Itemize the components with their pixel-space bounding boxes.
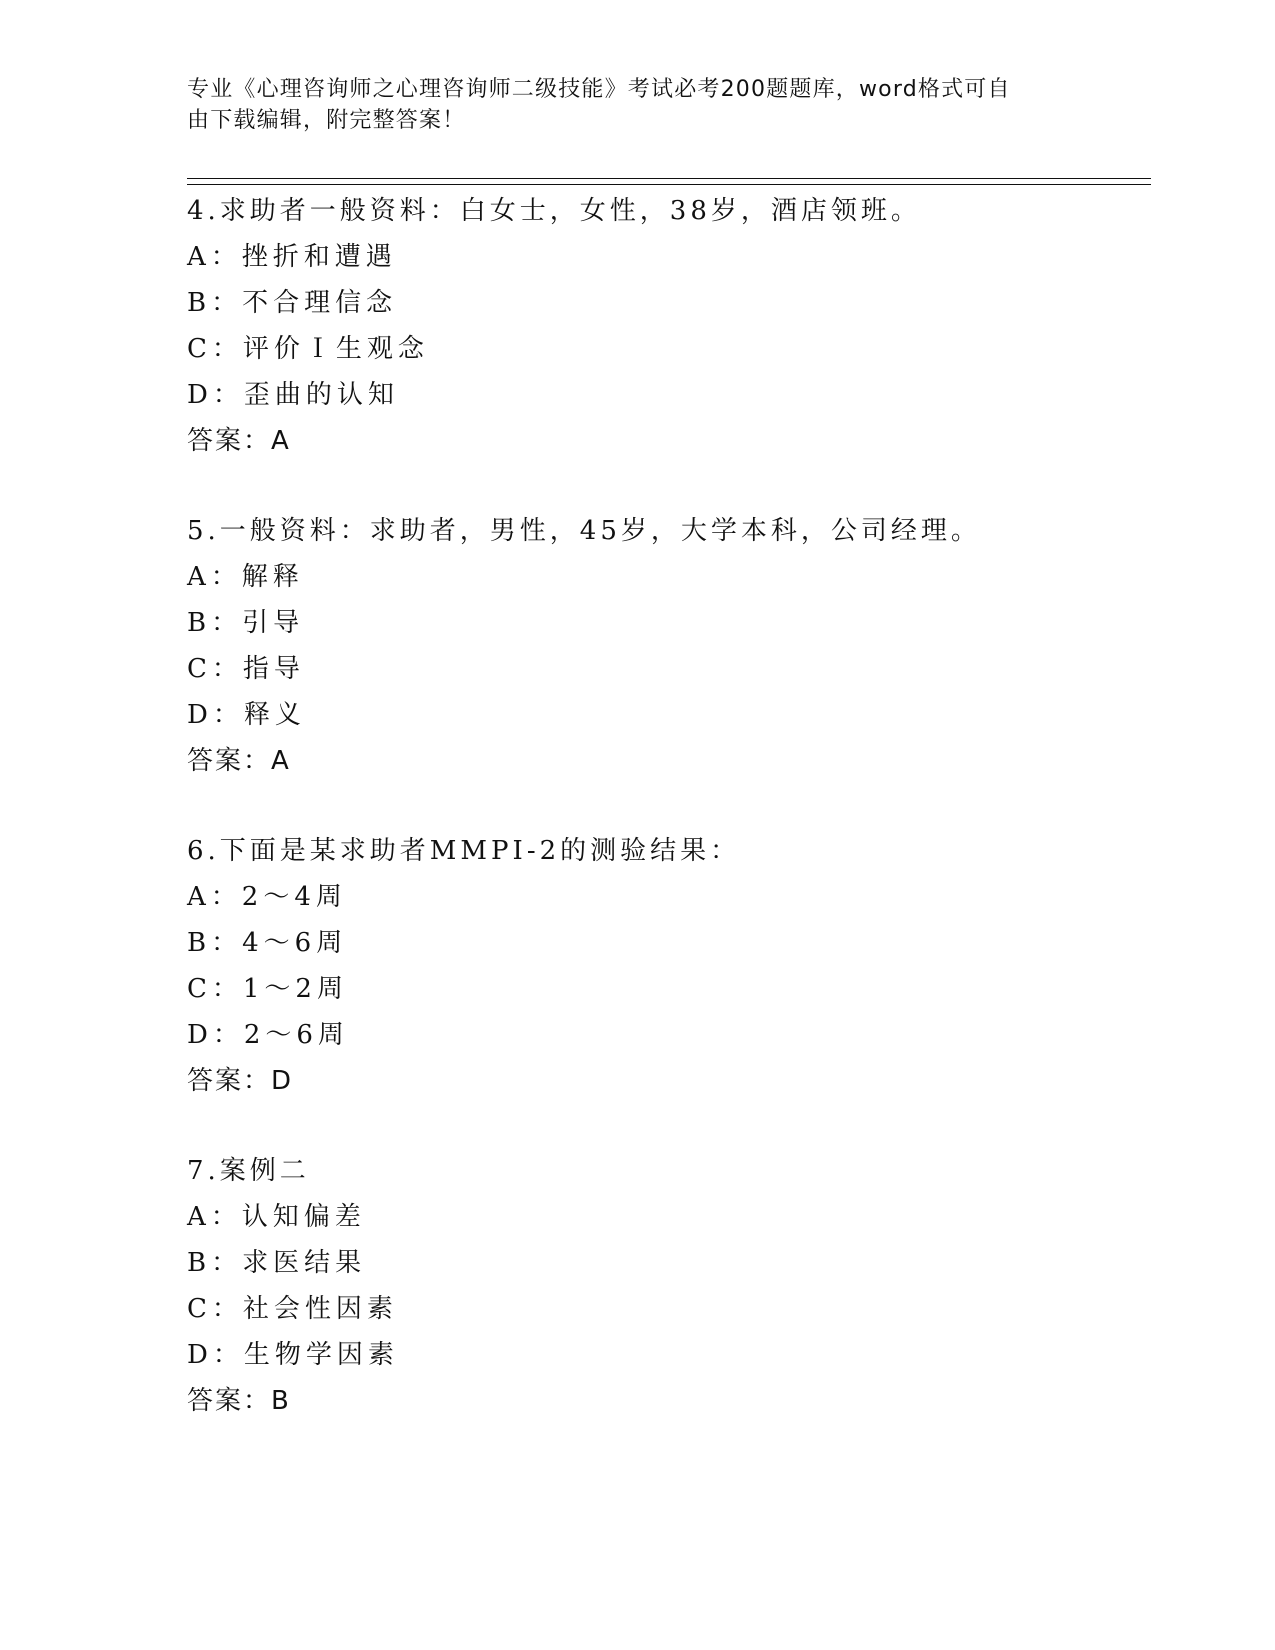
question-item — [187, 828, 1147, 1148]
question-item — [187, 508, 1147, 828]
question-item — [187, 188, 1147, 508]
option-b: B：4～6周 — [187, 928, 348, 958]
option-c: C：社会性因素 — [187, 1294, 398, 1324]
question-list — [187, 188, 1147, 1468]
option-d: D：生物学因素 — [187, 1340, 399, 1370]
question-stem: 5.一般资料：求助者，男性，45岁，大学本科，公司经理。 — [187, 516, 981, 546]
question-item — [187, 1148, 1147, 1468]
option-c: C：评价Ｉ生观念 — [187, 334, 429, 364]
answer-text: 答案：A — [187, 746, 291, 776]
question-stem: 6.下面是某求助者MMPI-2的测验结果： — [187, 836, 741, 866]
option-d: D：2～6周 — [187, 1020, 349, 1050]
answer-text: 答案：A — [187, 426, 291, 456]
answer-text: 答案：B — [187, 1386, 291, 1416]
option-a: A：解释 — [187, 562, 304, 592]
option-b: B：求医结果 — [187, 1248, 367, 1278]
option-d: D：歪曲的认知 — [187, 380, 399, 410]
option-a: A：挫折和遭遇 — [187, 242, 397, 272]
question-stem: 7.案例二 — [187, 1156, 310, 1186]
question-stem: 4.求助者一般资料：白女士，女性，38岁，酒店领班。 — [187, 196, 921, 226]
option-a: A：2～4周 — [187, 882, 347, 912]
header-line-1: 专业《心理咨询师之心理咨询师二级技能》考试必考200题题库，word格式可自 — [187, 77, 1011, 102]
option-d: D：释义 — [187, 700, 306, 730]
option-b: B：不合理信念 — [187, 288, 398, 318]
header-divider-top — [187, 178, 1151, 179]
option-c: C：指导 — [187, 654, 305, 684]
option-a: A：认知偏差 — [187, 1202, 366, 1232]
document-header — [187, 74, 1087, 136]
header-line-2: 由下载编辑，附完整答案！ — [187, 108, 466, 133]
header-divider-bottom — [187, 184, 1151, 185]
option-c: C：1～2周 — [187, 974, 348, 1004]
answer-text: 答案：D — [187, 1066, 294, 1096]
option-b: B：引导 — [187, 608, 305, 638]
